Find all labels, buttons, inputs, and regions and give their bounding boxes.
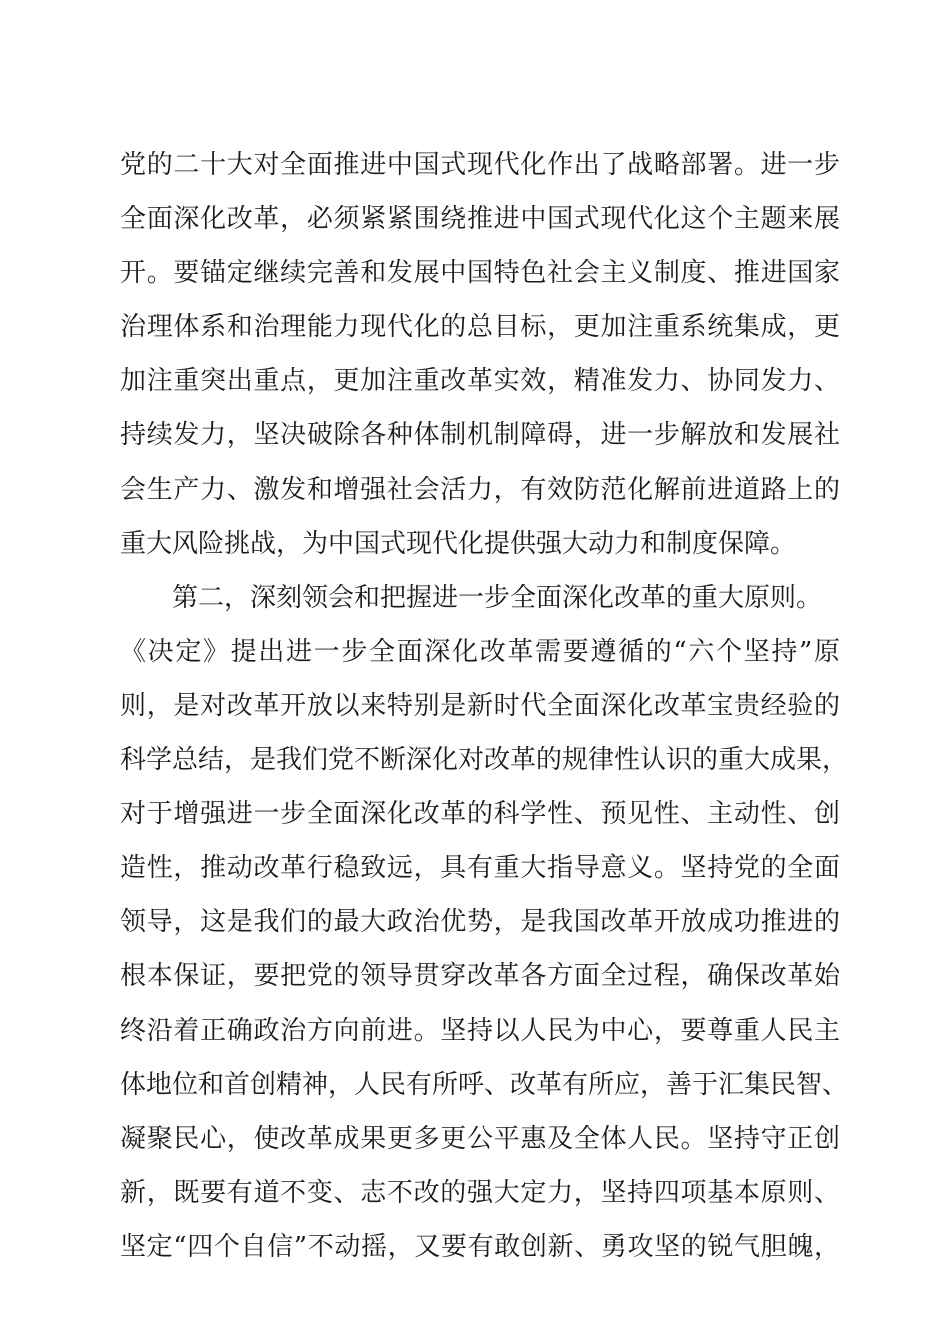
paragraph-heading-line: 第二，深刻领会和把握进一步全面深化改革的重大原则。 [172,582,823,613]
text-line: 领导，这是我们的最大政治优势，是我国改革开放成功推进的 [120,907,840,938]
text-line: 体地位和首创精神，人民有所呼、改革有所应，善于汇集民智、 [120,1069,849,1100]
text-line: 造性，推动改革行稳致远，具有重大指导意义。坚持党的全面 [120,853,840,884]
text-line: 则，是对改革开放以来特别是新时代全面深化改革宝贵经验的 [120,690,840,721]
text-line: 加注重突出重点，更加注重改革实效，精准发力、协同发力、 [120,366,840,397]
text-line: 新，既要有道不变、志不改的强大定力，坚持四项基本原则、 [120,1177,840,1208]
text-line: 持续发力，坚决破除各种体制机制障碍，进一步解放和发展社 [120,420,840,451]
text-line: 会生产力、激发和增强社会活力，有效防范化解前进道路上的 [120,474,840,505]
text-line: 《决定》提出进一步全面深化改革需要遵循的“六个坚持”原 [120,636,840,667]
text-line: 终沿着正确政治方向前进。坚持以人民为中心，要尊重人民主 [120,1015,840,1046]
text-line: 凝聚民心，使改革成果更多更公平惠及全体人民。坚持守正创 [120,1123,840,1154]
text-line: 党的二十大对全面推进中国式现代化作出了战略部署。进一步 [120,150,840,180]
text-line: 重大风险挑战，为中国式现代化提供强大动力和制度保障。 [120,528,797,559]
text-line: 对于增强进一步全面深化改革的科学性、预见性、主动性、创 [120,799,840,830]
text-line: 根本保证，要把党的领导贯穿改革各方面全过程，确保改革始 [120,961,840,992]
text-line: 全面深化改革，必须紧紧围绕推进中国式现代化这个主题来展 [120,204,840,235]
body-text [120,138,849,1274]
text-line: 科学总结，是我们党不断深化对改革的规律性认识的重大成果， [120,745,849,776]
text-line: 治理体系和治理能力现代化的总目标，更加注重系统集成，更 [120,312,840,343]
text-line: 开。要锚定继续完善和发展中国特色社会主义制度、推进国家 [120,258,840,289]
text-line: 坚定“四个自信”不动摇，又要有敢创新、勇攻坚的锐气胆魄， [120,1231,840,1262]
